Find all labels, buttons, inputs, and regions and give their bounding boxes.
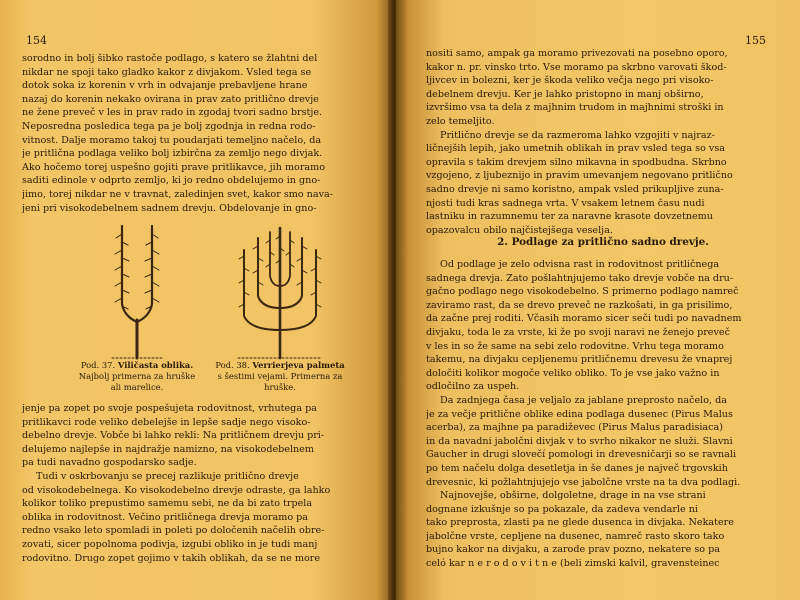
- right-text-top: [426, 47, 780, 237]
- text-line: zaviramo rast, da se drevo preveč ne razkošati, in ga prisilimo,: [426, 299, 733, 311]
- text-line: dotok soka iz korenin v vrh in odvajanje prebavljene hrane: [22, 80, 308, 92]
- text-line: nazaj do korenin nekako ovirana in prav zato pritlično drevje: [22, 93, 319, 105]
- figure-37-caption: [72, 360, 202, 393]
- left-text-bottom: [22, 402, 358, 565]
- text-line: zovati, sicer popolnoma podivja, izgubi obliko in je tudi manj: [22, 538, 318, 550]
- text-line: Pritlično drevje se da razmeroma lahko vzgojiti v najraz-: [440, 129, 715, 141]
- text-line: Da zadnjega časa je veljalo za jablane preprosto načelo, da: [440, 394, 727, 406]
- text-line: sorodno in bolj šibko rastoče podlago, s katero se žlahtni del: [22, 53, 318, 64]
- left-text-top: [22, 52, 356, 215]
- text-line: acerba), za majhne pa paradiževec (Pirus Malus paradisiaca): [426, 422, 723, 434]
- figure-38: [210, 220, 350, 393]
- text-line: izvršimo vsa ta dela z majhnim trudom in majhnimi stroški in: [426, 102, 724, 114]
- text-line: debelno drevje. Vobče bi lahko rekli: Na pritličnem drevju pri-: [22, 430, 325, 442]
- text-line: opravila s takim drevjem silno mikavna in spodbudna. Skrbno: [426, 156, 727, 168]
- text-line: da začne prej roditi. Včasih moramo sicer seči tudi po navadnem: [426, 313, 742, 325]
- text-line: rodovitno. Drugo zopet gojimo v takih oblikah, da se ne more: [22, 552, 320, 564]
- text-line: lastniku in razumnemu ter za naravne krasote dovzetnemu: [426, 211, 713, 223]
- text-line: je za večje pritlične oblike edina podlaga dusenec (Pirus Malus: [426, 408, 733, 420]
- text-line: njosti tudi kras sadnega vrta. V vsakem letnem času nudi: [426, 197, 705, 209]
- text-line: debelnem drevju. Ker je lahko pristopno in manj obširno,: [426, 88, 704, 100]
- text-line: dognane izkušnje so pa pokazale, da zadeva vendarle ni: [426, 503, 698, 515]
- paragraph: [426, 47, 780, 129]
- text-line: kakor n. pr. vinsko trto. Vse moramo pa skrbno varovati škod-: [426, 61, 727, 73]
- text-line: delujemo najlepše in najdražje namizno, na visokodebelnem: [22, 443, 314, 455]
- paragraph: [426, 394, 780, 571]
- caption-title: Viličasta oblika.: [117, 360, 194, 370]
- text-line: vzgojeno, z ljubeznijo in pravim umevanjem negovano pritlično: [426, 170, 733, 182]
- text-line: tako preprosta, zlasti pa ne glede dusenca in divjaka. Nekatere: [426, 517, 734, 529]
- text-line: Najnovejše, obširne, dolgoletne, drage in na vse strani: [440, 490, 706, 502]
- text-line: Od podlage je zelo odvisna rast in rodovitnost pritličnega: [440, 259, 720, 270]
- caption-line: Najbolj primerna za hruške: [78, 371, 196, 381]
- right-page: [396, 0, 800, 600]
- caption-label: Pod. 37.: [80, 360, 116, 370]
- text-line: od visokodebelnega. Ko visokodebelno drevje odraste, ga lahko: [22, 484, 331, 496]
- fork-shaped-tree-illustration: [72, 220, 202, 360]
- text-line: po tem načelu dolga desetletja in še danes je največ trgovskih: [426, 462, 728, 474]
- caption-line: hruške.: [264, 382, 296, 392]
- figure-38-caption: [210, 360, 350, 393]
- caption-line: ali marelice.: [110, 382, 164, 392]
- text-line: drevesnic, ki požlahtnjujejo vse jabolčne vrste na ta dva podlagi.: [426, 476, 741, 488]
- text-line: nikdar ne spoji tako gladko kakor z divjakom. Vsled tega se: [22, 66, 312, 78]
- text-line: je pritlična podlaga veliko bolj izbirčna za zemljo nego divjak.: [22, 148, 323, 160]
- text-line: saditi edinole v odprto zemljo, ki jo redno obdelujemo in gno-: [22, 175, 321, 187]
- text-line: sadno drevje ni samo koristno, ampak vsled prikupljive zuna-: [426, 183, 724, 195]
- text-line: kolikor toliko prepustimo samemu sebi, ne da bi zato trpela: [22, 498, 313, 510]
- palmette-tree-illustration: [210, 220, 350, 360]
- text-line: in da navadni jabolčni divjak v to svrho nikakor ne služi. Slavni: [426, 435, 733, 447]
- text-line: zelo temeljito.: [426, 115, 495, 127]
- text-line: redno vsako leto spomladi in poleti po določenih načelih obre-: [22, 525, 325, 537]
- right-text-bottom: [426, 258, 780, 571]
- text-line: nositi samo, ampak ga moramo privezovati na posebno oporo,: [426, 48, 728, 59]
- text-line: celó kar n e r o d o v i t n e (beli zimski kalvil, gravensteinec: [426, 558, 720, 570]
- text-line: Tudi v oskrbovanju se precej razlikuje pritlično drevje: [36, 470, 299, 482]
- text-line: Gaucher in drugi slovečí pomologi in drevesničarji so se ravnali: [426, 449, 737, 461]
- paragraph: [22, 470, 358, 565]
- text-line: ličnejših lepih, jako umetnih oblikah in prav vsled tega so vsa: [426, 143, 725, 155]
- text-line: bujno kakor na divjaku, a zarode prav pozno, nekatere so pa: [426, 544, 720, 556]
- text-line: jenje pa zopet po svoje pospešujeta rodovitnost, vrhutega pa: [22, 403, 317, 414]
- text-line: jeni pri visokodebelnem sadnem drevju. Obdelovanje in gno-: [22, 202, 317, 214]
- text-line: v les in so že same na sebi zelo rodovitne. Vrhu tega moramo: [426, 340, 724, 352]
- text-line: določiti kolikor mogoče veliko obliko. To je vse jako važno in: [426, 367, 720, 379]
- page-number-left: 154: [26, 34, 47, 47]
- text-line: opazovalcu obilo najčistejšega veselja.: [426, 224, 613, 236]
- text-line: sadnega drevja. Zato pošlahtnjujemo tako drevje vobče na dru-: [426, 272, 734, 284]
- text-line: ljivcev in bolezni, ker je škoda veliko večja nego pri visoko-: [426, 75, 714, 87]
- text-line: Ako hočemo torej uspešno gojiti prave pritlikavce, jih moramo: [22, 161, 326, 173]
- text-line: takemu, na divjaku cepljenemu pritličnemu drevesu že vnaprej: [426, 354, 733, 366]
- page-number-right: 155: [745, 34, 766, 47]
- text-line: pa tudi navadno gospodarsko sadje.: [22, 457, 197, 469]
- figure-37: [72, 220, 202, 393]
- text-line: vitnost. Dalje moramo takoj tu poudarjati temeljno načelo, da: [22, 134, 322, 146]
- paragraph: [22, 402, 358, 470]
- section-heading: 2. Podlage za pritlično sadno drevje.: [497, 236, 709, 248]
- text-line: ne žene preveč v les in prav rado in zgodaj tvori sadno brstje.: [22, 107, 323, 119]
- text-line: pritlikavci rode veliko debelejše in lepše sadje nego visoko-: [22, 416, 311, 428]
- caption-label: Pod. 38.: [215, 360, 250, 370]
- caption-line: s šestimi vejami. Primerna za: [217, 371, 343, 381]
- text-line: odločilno za uspeh.: [426, 381, 520, 393]
- text-line: divjaku, toda le za vrste, ki že po svoji naravi ne ženejo preveč: [426, 326, 730, 338]
- text-line: Neposredna posledica tega pa je bolj zgodnja in redna rodo-: [22, 120, 316, 132]
- left-page: [0, 0, 392, 600]
- text-line: jabolčne vrste, cepljene na dusenec, namreč rasto skoro tako: [426, 530, 725, 542]
- caption-title: Verrierjeva palmeta: [252, 360, 345, 370]
- text-line: gačno podlago nego visokodebelno. S primerno podlago namreč: [426, 286, 739, 298]
- text-line: jimo, torej nikdar ne v travnat, zaledinjen svet, kakor smo nava-: [22, 188, 333, 200]
- paragraph: [22, 52, 356, 215]
- paragraph: [426, 129, 780, 238]
- text-line: oblika in rodovitnost. Večino pritličnega drevja moramo pa: [22, 511, 309, 523]
- paragraph: [426, 258, 780, 394]
